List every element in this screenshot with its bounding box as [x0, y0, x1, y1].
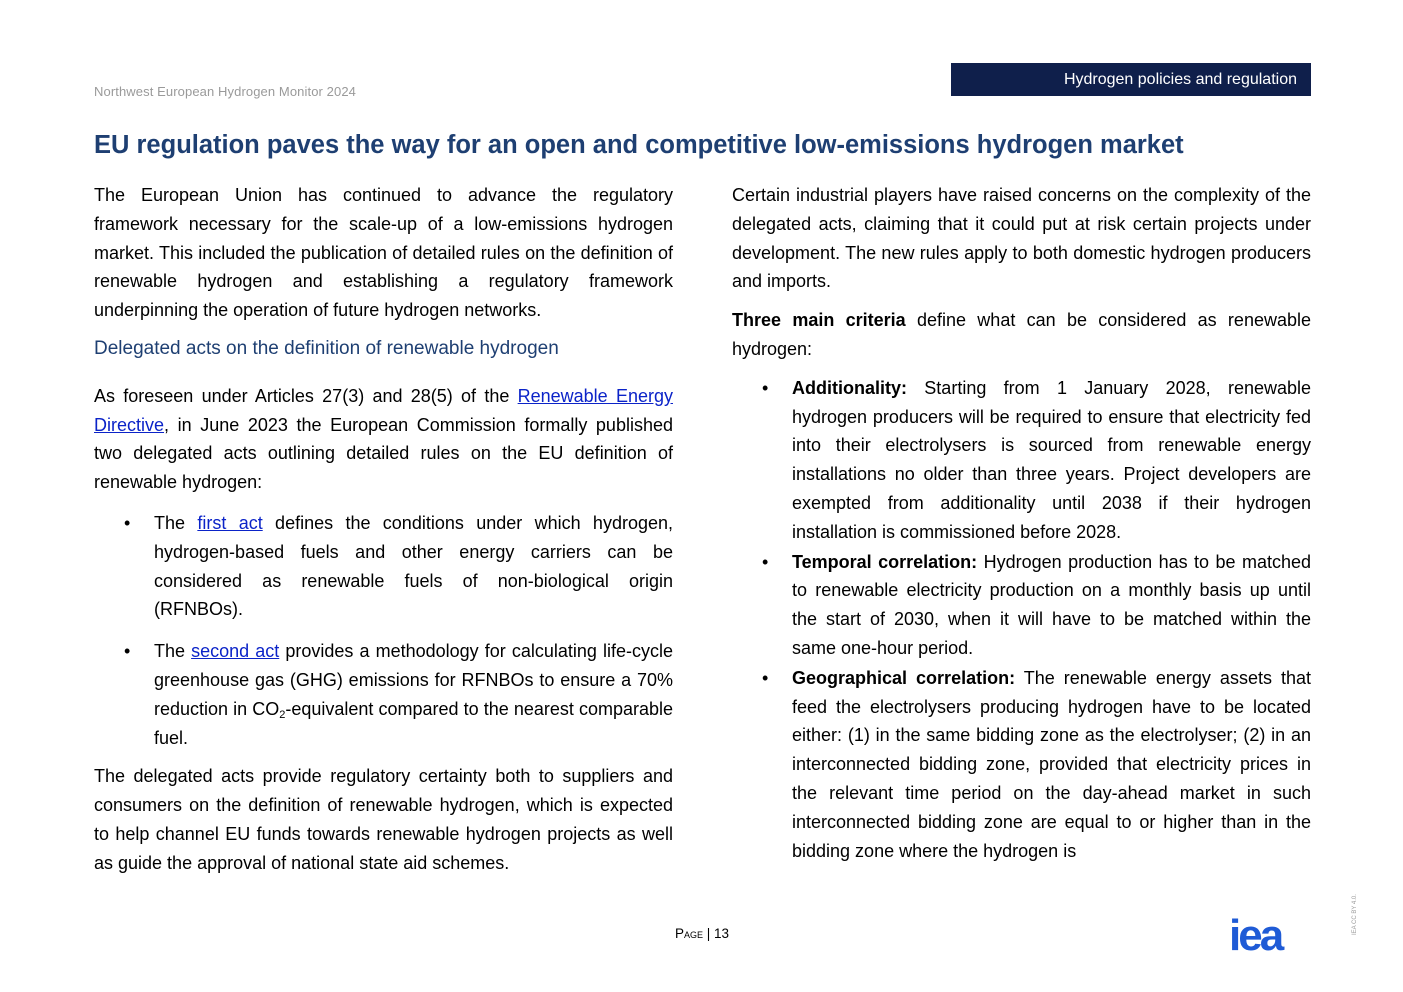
- page-number: Page | 13: [675, 926, 730, 941]
- section-tab: [951, 63, 1311, 96]
- list-item: • Geographical correlation: The renewable energy assets that feed the electrolysers producing hydrogen have to be located either: (1) in the same bidding zone as the electrolyser; (2) in an interconnected bidding zone, provided that electricity prices in the relevant time period on the day-ahead market in such interconnected bidding zone are equal to or higher than in the bidding zone where the hydrogen is: [732, 664, 1311, 866]
- closing-paragraph: The delegated acts provide regulatory certainty both to suppliers and consumers on the definition of renewable hydrogen, which is expected to help channel EU funds towards renewable hydrogen projects as well as guide the approval of national state aid schemes.: [94, 766, 673, 873]
- list-item: • The first act defines the conditions under which hydrogen, hydrogen-based fuels and other energy carriers can be considered as renewable fuels of non-biological origin (RFNBOs).: [94, 509, 673, 624]
- left-column: [94, 181, 673, 878]
- list-item: • Temporal correlation: Hydrogen production has to be matched to renewable electricity production on a monthly basis up until the start of 2030, when it will have to be matched within the same one-hour period.: [732, 548, 1311, 663]
- right-column: [732, 181, 1311, 865]
- iea-logo-text: iea: [1229, 918, 1282, 954]
- first-act-link[interactable]: first act: [197, 512, 263, 533]
- renewable-energy-directive-link[interactable]: Renewable Energy Directive: [94, 385, 673, 435]
- license-note: IEA CC BY 4.0.: [1352, 894, 1358, 935]
- page-title: EU regulation paves the way for an open and competitive low-emissions hydrogen market: [94, 131, 1184, 159]
- directive-paragraph: As foreseen under Articles 27(3) and 28(5) of the Renewable Energy Directive, in June 2023 the European Commission formally published two delegated acts outlining detailed rules on the EU definition of renewable hydrogen:: [94, 385, 673, 493]
- concerns-paragraph: Certain industrial players have raised concerns on the complexity of the delegated acts, claiming that it could put at risk certain projects under development. The new rules apply to both domestic hydrogen producers and imports.: [732, 185, 1311, 292]
- iea-logo: [1229, 918, 1309, 954]
- section-subheading: Delegated acts on the definition of renewable hydrogen: [94, 337, 559, 359]
- criteria-list: [732, 374, 1311, 866]
- delegated-acts-list: [94, 509, 673, 752]
- report-title: Northwest European Hydrogen Monitor 2024: [94, 84, 356, 99]
- list-item: • The second act provides a methodology for calculating life-cycle greenhouse gas (GHG) emissions for RFNBOs to ensure a 70% reduction in $CO_2$-equivalent compared to the nearest comparable fuel.: [94, 637, 673, 752]
- second-act-link[interactable]: second act: [191, 641, 280, 662]
- intro-paragraph: The European Union has continued to advance the regulatory framework necessary for the scale-up of a low-emissions hydrogen market. This included the publication of detailed rules on the definition of renewable hydrogen and establishing a regulatory framework underpinning the operation of future hydrogen networks.: [94, 185, 673, 321]
- criteria-intro: Three main criteria define what can be considered as renewable hydrogen:: [732, 310, 1311, 359]
- section-tab-label: Hydrogen policies and regulation: [1063, 70, 1297, 88]
- list-item: • Additionality: Starting from 1 January 2028, renewable hydrogen producers will be required to ensure that electricity fed into their electrolysers is sourced from renewable energy installations no older than three years. Project developers are exempted from additionality until 2038 if their hydrogen installation is commissioned before 2028.: [732, 374, 1311, 547]
